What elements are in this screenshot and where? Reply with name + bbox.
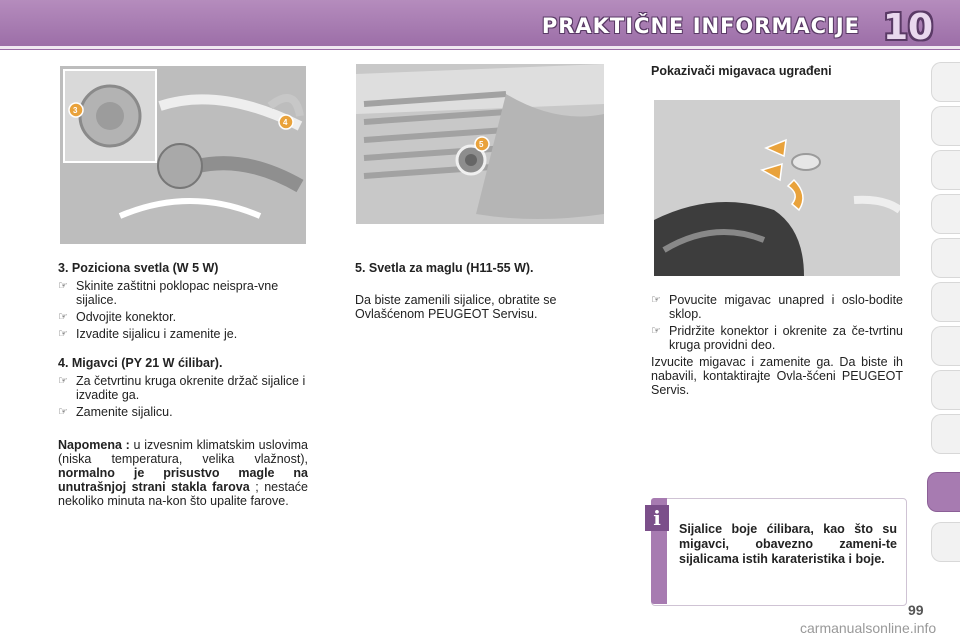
- section-3-title: 3. Poziciona svetla (W 5 W): [58, 261, 219, 275]
- chapter-tab[interactable]: [931, 238, 960, 278]
- side-indicator-title: Pokazivači migavaca ugrađeni: [651, 64, 832, 78]
- note-bold: normalno je prisustvo magle na unutrašnjoj strani stakla farova: [58, 466, 308, 494]
- headlamp-drawing: [60, 66, 306, 244]
- chapter-tab[interactable]: [931, 106, 960, 146]
- column-middle: [355, 261, 607, 321]
- side-indicator-illustration: [654, 100, 900, 276]
- list-item: ☞ Povucite migavac unapred i oslo-bodite sklop.: [651, 293, 903, 321]
- list-item: ☞ Zamenite sijalicu.: [58, 405, 308, 419]
- page-title: PRAKTIČNE INFORMACIJE: [541, 14, 860, 38]
- chapter-tab[interactable]: [931, 150, 960, 190]
- chapter-tab[interactable]: [931, 522, 960, 562]
- callout-label: 3: [73, 106, 78, 115]
- column-right-title: [651, 64, 901, 82]
- note-label: Napomena :: [58, 438, 130, 452]
- page-number: 99: [908, 602, 924, 618]
- watermark: carmanualsonline.info: [800, 620, 937, 636]
- list-item: ☞ Odvojite konektor.: [58, 310, 308, 324]
- side-indicator-text: Izvucite migavac i zamenite ga. Da biste ih nabavili, kontaktirajte Ovla-šćeni PEUGEOT Servis.: [651, 355, 903, 397]
- list-item: ☞ Pridržite konektor i okrenite za če-tvrtinu kruga providni deo.: [651, 324, 903, 352]
- chapter-tab-active[interactable]: [927, 472, 960, 512]
- list-item: ☞ Izvadite sijalicu i zamenite je.: [58, 327, 308, 341]
- chapter-tab[interactable]: [931, 282, 960, 322]
- info-icon: i: [645, 505, 669, 531]
- chapter-tab[interactable]: [931, 414, 960, 454]
- fender-drawing: [654, 100, 900, 276]
- section-4-title: 4. Migavci (PY 21 W ćilibar).: [58, 356, 223, 370]
- chapter-number: 10: [882, 7, 934, 48]
- note-paragraph: [58, 438, 308, 508]
- callout-label: 5: [479, 140, 484, 149]
- header-divider: [0, 46, 960, 49]
- column-left: [58, 261, 308, 508]
- chapter-tab[interactable]: [931, 62, 960, 102]
- column-right: [651, 293, 903, 397]
- fog-light-illustration: [356, 64, 604, 224]
- bumper-drawing: [356, 64, 604, 224]
- list-item: ☞ Skinite zaštitni poklopac neispra-vne sijalice.: [58, 279, 308, 307]
- note-text-end: ; nestaće nekoliko minuta na-kon što upalite farove.: [58, 480, 308, 508]
- chapter-tab[interactable]: [931, 370, 960, 410]
- chapter-tab[interactable]: [931, 194, 960, 234]
- callout-label: 4: [283, 118, 288, 127]
- info-box-text: Sijalice boje ćilibara, kao što su migavci, obavezno zameni-te sijalicama istih karateristika i boje.: [679, 522, 897, 566]
- note-text: u izvesnim klimatskim uslovima (niska temperatura, velika vlažnost),: [58, 438, 308, 466]
- section-5-text: Da biste zamenili sijalice, obratite se Ovlašćenom PEUGEOT Servisu.: [355, 293, 557, 321]
- headlamp-illustration: [60, 66, 306, 244]
- section-5-title: 5. Svetla za maglu (H11-55 W).: [355, 261, 534, 275]
- chapter-tabs: [926, 62, 960, 582]
- list-item: ☞ Za četvrtinu kruga okrenite držač sijalice i izvadite ga.: [58, 374, 308, 402]
- chapter-tab[interactable]: [931, 326, 960, 366]
